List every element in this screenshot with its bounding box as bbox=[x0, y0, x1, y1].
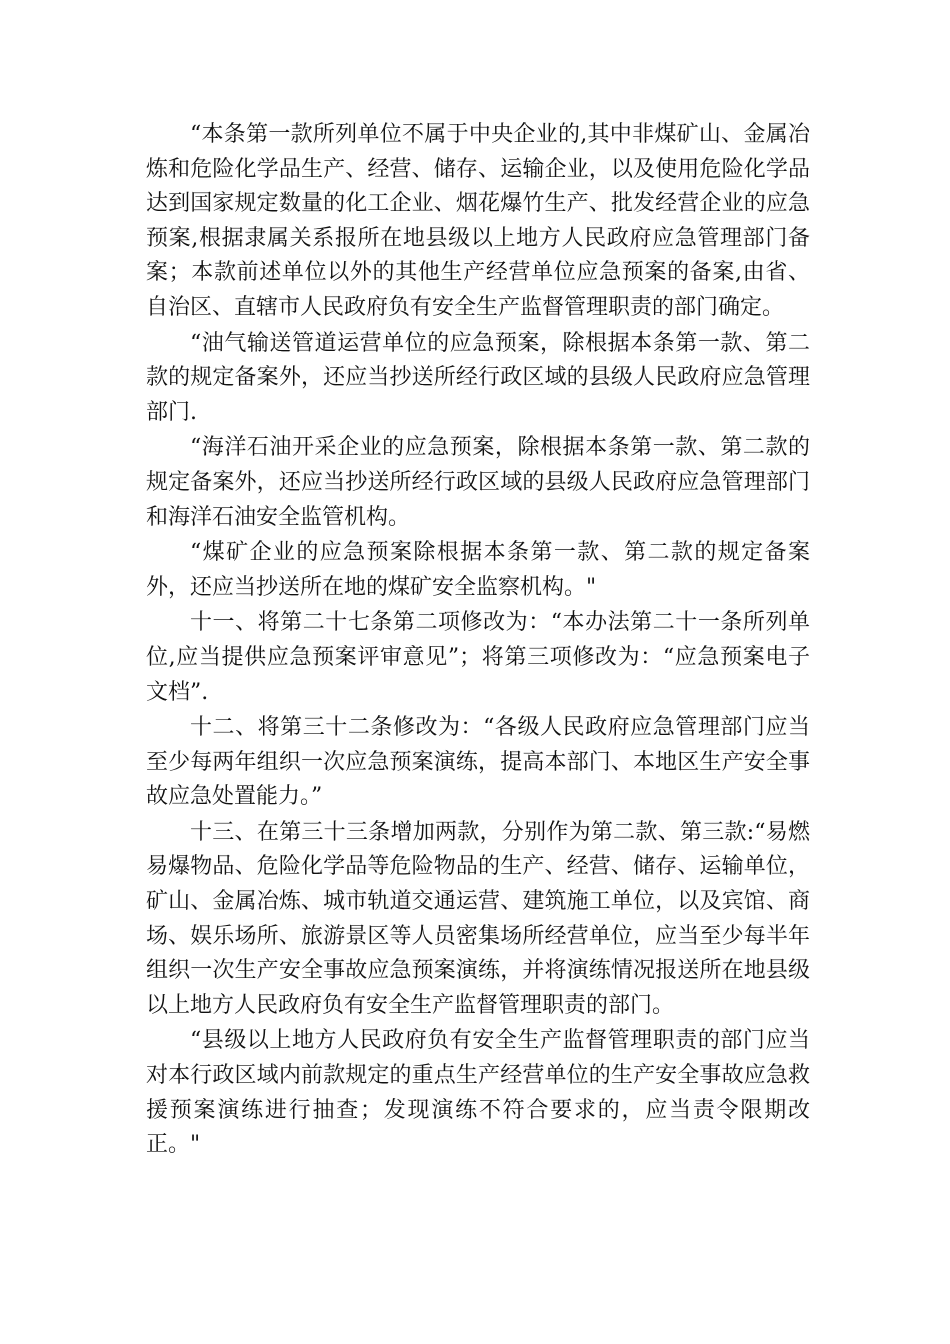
paragraph-3: “海洋石油开采企业的应急预案，除根据本条第一款、第二款的规定备案外，还应当抄送所经行政区域的县级人民政府应急管理部门和海洋石油安全监管机构。 bbox=[146, 435, 810, 530]
paragraph-6: 十二、将第三十二条修改为：“各级人民政府应急管理部门应当至少每两年组织一次应急预案演练，提高本部门、本地区生产安全事故应急处置能力。” bbox=[146, 715, 810, 810]
paragraph-5: 十一、将第二十七条第二项修改为：“本办法第二十一条所列单位,应当提供应急预案评审意见”；将第三项修改为：“应急预案电子文档”. bbox=[146, 610, 810, 705]
paragraph-8: “县级以上地方人民政府负有安全生产监督管理职责的部门应当对本行政区域内前款规定的重点生产经营单位的生产安全事故应急救援预案演练进行抽查；发现演练不符合要求的，应当责令限期改正。" bbox=[146, 1028, 810, 1158]
document-body bbox=[146, 118, 810, 1164]
paragraph-1: “本条第一款所列单位不属于中央企业的,其中非煤矿山、金属冶炼和危险化学品生产、经营、储存、运输企业，以及使用危险化学品达到国家规定数量的化工企业、烟花爆竹生产、批发经营企业的应急预案,根据隶属关系报所在地县级以上地方人民政府应急管理部门备案；本款前述单位以外的其他生产经营单位应急预案的备案,由省、自治区、直辖市人民政府负有安全生产监督管理职责的部门确定。 bbox=[146, 122, 810, 320]
paragraph-4: “煤矿企业的应急预案除根据本条第一款、第二款的规定备案外，还应当抄送所在地的煤矿安全监察机构。" bbox=[146, 540, 810, 600]
paragraph-7: 十三、在第三十三条增加两款，分别作为第二款、第三款:“易燃易爆物品、危险化学品等危险物品的生产、经营、储存、运输单位，矿山、金属冶炼、城市轨道交通运营、建筑施工单位，以及宾馆、商场、娱乐场所、旅游景区等人员密集场所经营单位，应当至少每半年组织一次生产安全事故应急预案演练，并将演练情况报送所在地县级以上地方人民政府负有安全生产监督管理职责的部门。 bbox=[146, 819, 810, 1018]
paragraph-2: “油气输送管道运营单位的应急预案，除根据本条第一款、第二款的规定备案外，还应当抄送所经行政区域的县级人民政府应急管理部门. bbox=[146, 330, 810, 425]
